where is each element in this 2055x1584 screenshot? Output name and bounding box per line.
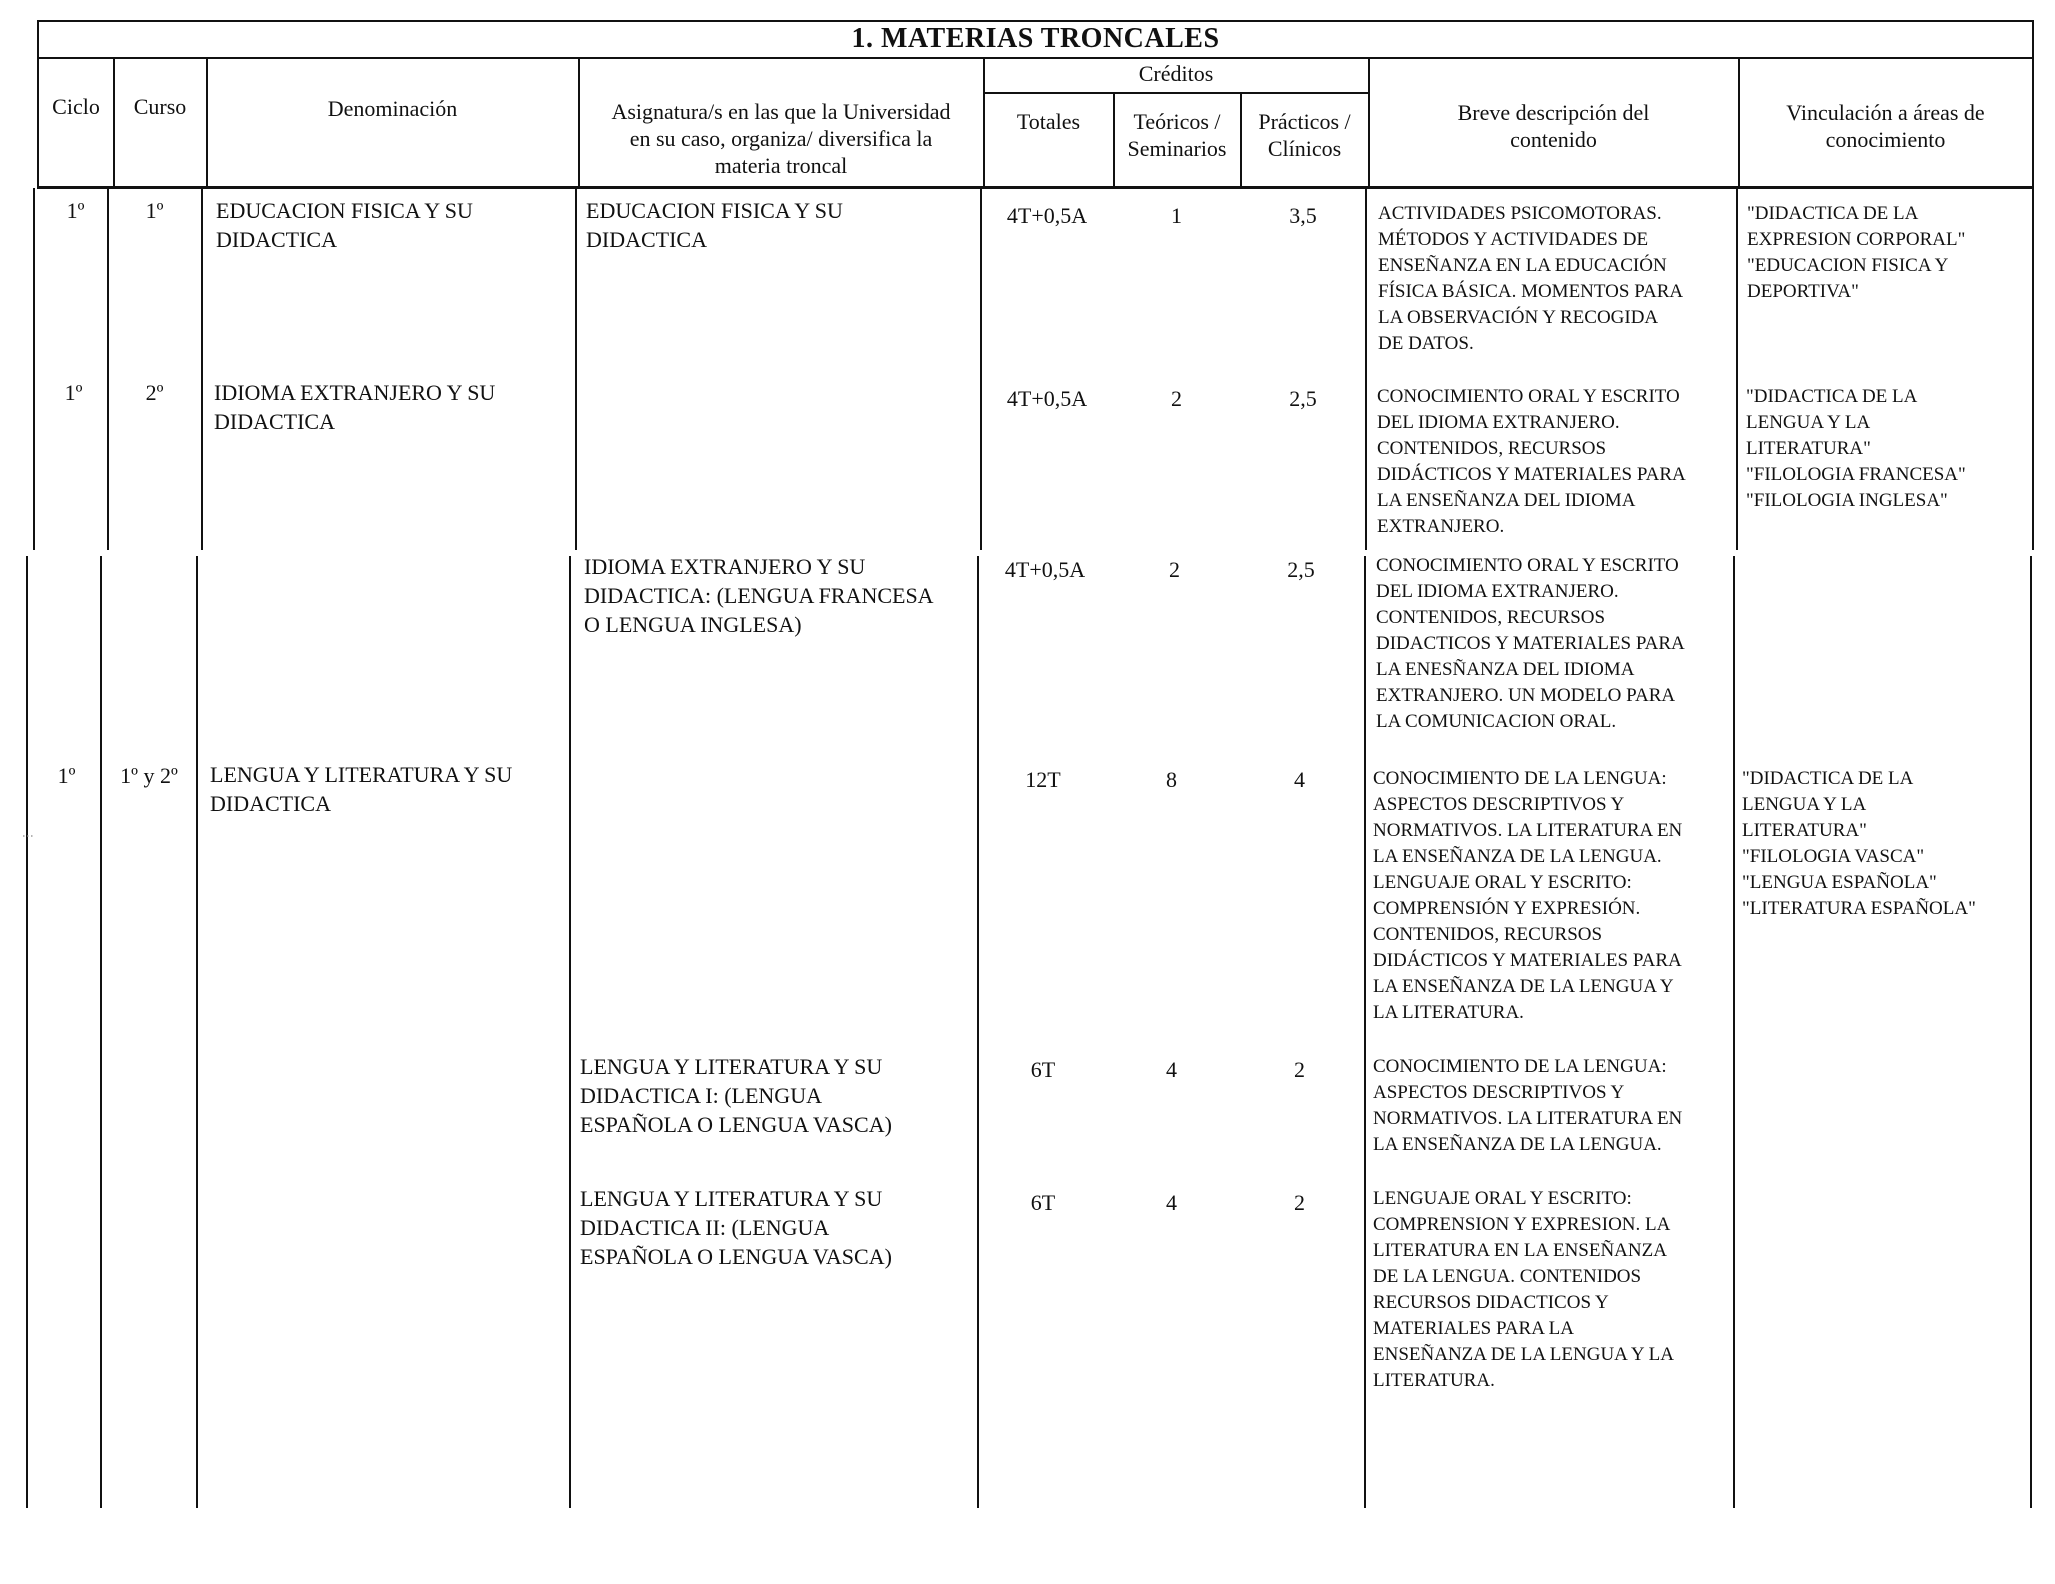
header-ciclo: Ciclo bbox=[52, 94, 100, 119]
row2-teoricos: 2 bbox=[1171, 386, 1182, 411]
row5-totales: 6T bbox=[1030, 1057, 1056, 1082]
row5-descripcion: CONOCIMIENTO DE LA LENGUA: ASPECTOS DESCRIPTIVOS Y NORMATIVOS. LA LITERATURA EN LA ENSEÑANZA DE LA LENGUA. bbox=[1373, 1056, 1683, 1155]
body-col-sep-4b bbox=[977, 556, 979, 1508]
table-title: 1. MATERIAS TRONCALES bbox=[851, 23, 1220, 54]
row4-teoricos: 8 bbox=[1166, 767, 1177, 792]
row6-descripcion: LENGUAJE ORAL Y ESCRITO: COMPRENSION Y EXPRESION. LA LITERATURA EN LA ENSEÑANZA DE LA LENGUA. CONTENIDOS RECURSOS DIDACTICOS Y MATERIALES PARA LA ENSEÑANZA DE LA LENGUA Y LA LITERATURA. bbox=[1373, 1188, 1674, 1391]
header-bottom-border bbox=[37, 186, 2034, 189]
body-left-border-b bbox=[26, 556, 28, 1508]
row1-ciclo: 1º bbox=[66, 198, 85, 223]
header-curso: Curso bbox=[133, 94, 187, 119]
row2-practicos: 2,5 bbox=[1289, 386, 1317, 411]
body-col-sep-2b bbox=[196, 556, 198, 1508]
body-col-sep-8a bbox=[1365, 188, 1367, 550]
header-teoricos: Teóricos / Seminarios bbox=[1127, 109, 1227, 161]
row5-practicos: 2 bbox=[1294, 1057, 1305, 1082]
row3-teoricos: 2 bbox=[1169, 557, 1180, 582]
row2-totales: 4T+0,5A bbox=[1006, 386, 1088, 411]
row2-curso: 2º bbox=[145, 380, 164, 405]
row4-descripcion: CONOCIMIENTO DE LA LENGUA: ASPECTOS DESCRIPTIVOS Y NORMATIVOS. LA LITERATURA EN LA ENSEÑANZA DE LA LENGUA. LENGUAJE ORAL Y ESCRITO: COMPRENSIÓN Y EXPRESIÓN. CONTENIDOS, RECURSOS DIDÁCTICOS Y MATERIALES PARA LA ENSEÑANZA DE LA LENGUA Y LA LITERATURA. bbox=[1373, 768, 1683, 1023]
row4-denominacion: LENGUA Y LITERATURA Y SU DIDACTICA bbox=[210, 762, 513, 816]
row3-asignatura: IDIOMA EXTRANJERO Y SU DIDACTICA: (LENGUA FRANCESA O LENGUA INGLESA) bbox=[584, 554, 934, 637]
title-bottom-border bbox=[37, 57, 2034, 59]
row3-practicos: 2,5 bbox=[1287, 557, 1315, 582]
row2-descripcion: CONOCIMIENTO ORAL Y ESCRITO DEL IDIOMA EXTRANJERO. CONTENIDOS, RECURSOS DIDÁCTICOS Y MATERIALES PARA LA ENSEÑANZA DEL IDIOMA EXTRANJERO. bbox=[1377, 386, 1686, 537]
body-right-border-a bbox=[2032, 188, 2034, 550]
body-col-sep-1a bbox=[107, 188, 109, 550]
header-practicos: Prácticos / Clínicos bbox=[1258, 109, 1351, 161]
row1-totales: 4T+0,5A bbox=[1006, 203, 1088, 228]
row2-ciclo: 1º bbox=[64, 380, 83, 405]
header-descripcion: Breve descripción del contenido bbox=[1457, 100, 1650, 152]
row1-denominacion: EDUCACION FISICA Y SU DIDACTICA bbox=[216, 198, 473, 252]
row6-teoricos: 4 bbox=[1166, 1190, 1177, 1215]
row1-asignatura: EDUCACION FISICA Y SU DIDACTICA bbox=[586, 198, 843, 252]
row6-totales: 6T bbox=[1030, 1190, 1056, 1215]
col-sep-2-header bbox=[206, 57, 208, 188]
header-denominacion: Denominación bbox=[327, 96, 458, 121]
row4-curso: 1º y 2º bbox=[120, 763, 178, 788]
row4-vinculacion: "DIDACTICA DE LA LENGUA Y LA LITERATURA" "FILOLOGIA VASCA" "LENGUA ESPAÑOLA" "LITERATURA ESPAÑOLA" bbox=[1742, 768, 1976, 919]
row1-descripcion: ACTIVIDADES PSICOMOTORAS. MÉTODOS Y ACTIVIDADES DE ENSEÑANZA EN LA EDUCACIÓN FÍSICA BÁSICA. MOMENTOS PARA LA OBSERVACIÓN Y RECOGIDA DE DATOS. bbox=[1378, 203, 1684, 354]
margin-mark: ⋮ bbox=[21, 830, 35, 842]
row6-asignatura: LENGUA Y LITERATURA Y SU DIDACTICA II: (LENGUA ESPAÑOLA O LENGUA VASCA) bbox=[580, 1186, 892, 1269]
row3-totales: 4T+0,5A bbox=[1004, 557, 1086, 582]
row4-totales: 12T bbox=[1025, 767, 1061, 792]
body-col-sep-3b bbox=[569, 556, 571, 1508]
row1-teoricos: 1 bbox=[1171, 203, 1182, 228]
body-right-border-b bbox=[2030, 556, 2032, 1508]
row1-practicos: 3,5 bbox=[1289, 203, 1317, 228]
body-col-sep-9a bbox=[1736, 188, 1738, 550]
body-col-sep-9b bbox=[1733, 556, 1735, 1508]
row1-curso: 1º bbox=[145, 198, 164, 223]
col-sep-1-header bbox=[113, 57, 115, 188]
row3-descripcion: CONOCIMIENTO ORAL Y ESCRITO DEL IDIOMA EXTRANJERO. CONTENIDOS, RECURSOS DIDACTICOS Y MATERIALES PARA LA ENESÑANZA DEL IDIOMA EXTRANJERO. UN MODELO PARA LA COMUNICACION ORAL. bbox=[1376, 555, 1685, 732]
body-col-sep-2a bbox=[201, 188, 203, 550]
header-asignaturas: Asignatura/s en las que la Universidad en su caso, organiza/ diversifica la materia troncal bbox=[611, 99, 951, 178]
header-creditos: Créditos bbox=[1138, 61, 1214, 86]
body-col-sep-8b bbox=[1364, 556, 1366, 1508]
row5-teoricos: 4 bbox=[1166, 1057, 1177, 1082]
body-col-sep-3a bbox=[575, 188, 577, 550]
row2-denominacion: IDIOMA EXTRANJERO Y SU DIDACTICA bbox=[214, 380, 496, 434]
row5-asignatura: LENGUA Y LITERATURA Y SU DIDACTICA I: (LENGUA ESPAÑOLA O LENGUA VASCA) bbox=[580, 1054, 892, 1137]
body-col-sep-1b bbox=[100, 556, 102, 1508]
row1-vinculacion: "DIDACTICA DE LA EXPRESION CORPORAL" "EDUCACION FISICA Y DEPORTIVA" bbox=[1747, 203, 1966, 302]
body-col-sep-4a bbox=[980, 188, 982, 550]
header-totales: Totales bbox=[1016, 109, 1081, 134]
row2-vinculacion: "DIDACTICA DE LA LENGUA Y LA LITERATURA" "FILOLOGIA FRANCESA" "FILOLOGIA INGLESA" bbox=[1746, 386, 1966, 511]
row6-practicos: 2 bbox=[1294, 1190, 1305, 1215]
row4-ciclo: 1º bbox=[57, 763, 76, 788]
creditos-divider bbox=[983, 92, 1368, 94]
header-vinculacion: Vinculación a áreas de conocimiento bbox=[1786, 100, 1985, 152]
body-left-border-a bbox=[33, 188, 35, 550]
row4-practicos: 4 bbox=[1294, 767, 1305, 792]
